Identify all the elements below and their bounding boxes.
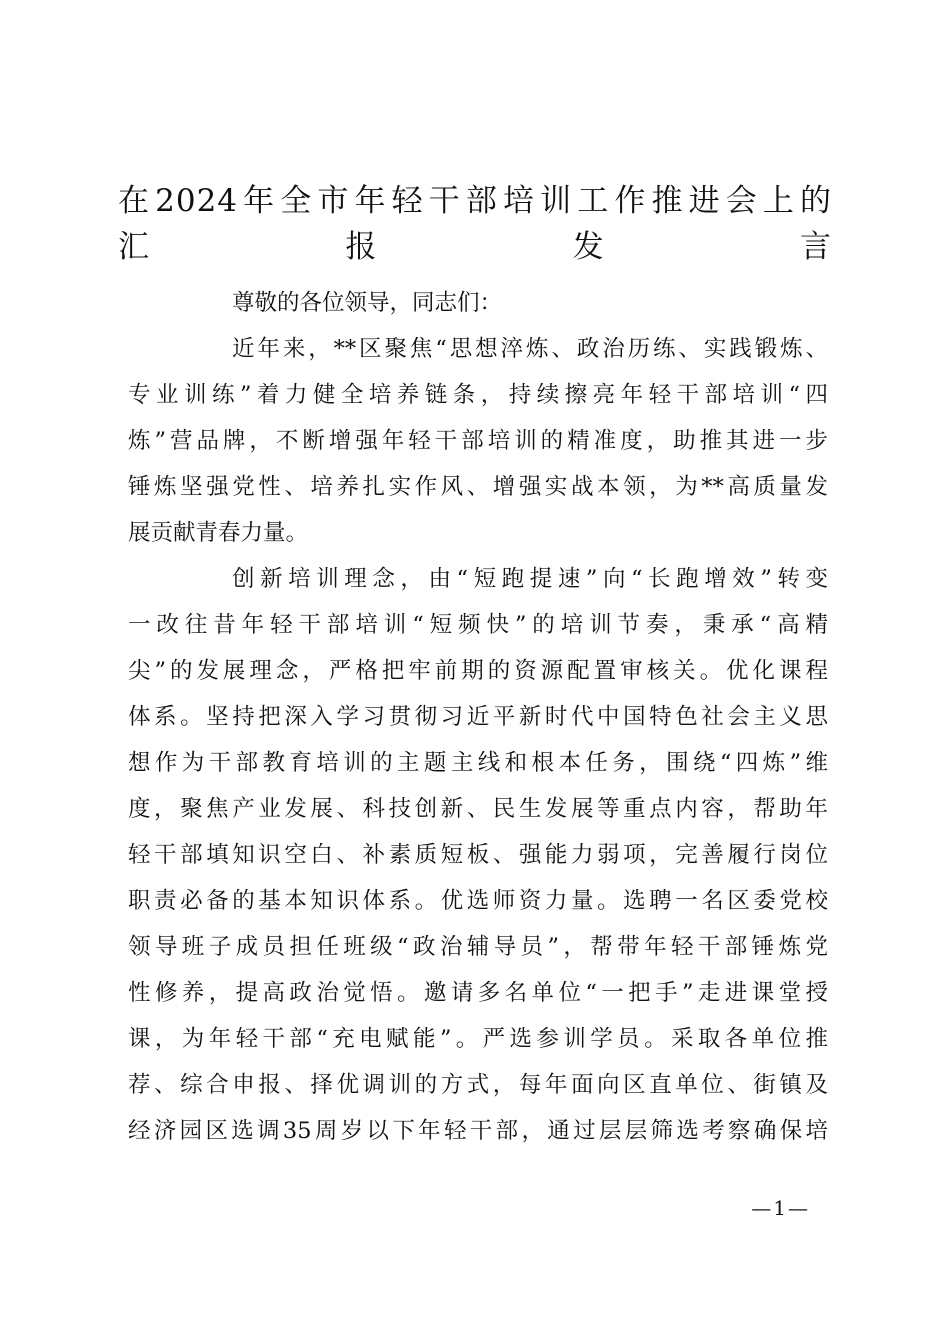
paragraph-line: 一改往昔年轻干部培训“短频快”的培训节奏，秉承“高精: [128, 612, 828, 638]
paragraph-line: 锤炼坚强党性、培养扎实作风、增强实战本领，为**高质量发: [128, 474, 828, 500]
paragraph-line: 领导班子成员担任班级“政治辅导员”，帮带年轻干部锤炼党: [128, 934, 828, 960]
paragraph-line: 荐、综合申报、择优调训的方式，每年面向区直单位、街镇及: [128, 1072, 828, 1098]
paragraph-intro: [128, 326, 828, 556]
document-title: [118, 176, 832, 268]
paragraph-line: 展贡献青春力量。: [128, 520, 309, 546]
greeting: 尊敬的各位领导，同志们：: [232, 290, 503, 316]
paragraph-line: 专业训练”着力健全培养链条，持续擦亮年轻干部培训“四: [128, 382, 828, 408]
paragraph-line: 经济园区选调35周岁以下年轻干部，通过层层筛选考察确保培: [128, 1118, 828, 1144]
paragraph-line: 课，为年轻干部“充电赋能”。严选参训学员。采取各单位推: [128, 1026, 828, 1052]
paragraph-line: 度，聚焦产业发展、科技创新、民生发展等重点内容，帮助年: [128, 796, 828, 822]
paragraph-line: 近年来，**区聚焦“思想淬炼、政治历练、实践锻炼、: [232, 336, 828, 362]
paragraph-line: 尖”的发展理念，严格把牢前期的资源配置审核关。优化课程: [128, 658, 828, 684]
title-line-2: 汇报发言: [118, 229, 832, 265]
paragraph-line: 性修养，提高政治觉悟。邀请多名单位“一把手”走进课堂授: [128, 980, 828, 1006]
paragraph-line: 创新培训理念，由“短跑提速”向“长跑增效”转变: [232, 566, 828, 592]
paragraph-line: 职责必备的基本知识体系。优选师资力量。选聘一名区委党校: [128, 888, 828, 914]
paragraph-line: 想作为干部教育培训的主题主线和根本任务，围绕“四炼”维: [128, 750, 828, 776]
paragraph-line: 体系。坚持把深入学习贯彻习近平新时代中国特色社会主义思: [128, 704, 828, 730]
paragraph-training-concept: [128, 556, 828, 1154]
document-body: [128, 280, 828, 1154]
title-line-1: 在2024年全市年轻干部培训工作推进会上的: [118, 183, 832, 219]
page-number: —1—: [751, 1196, 810, 1220]
paragraph-line: 炼”营品牌，不断增强年轻干部培训的精准度，助推其进一步: [128, 428, 828, 454]
paragraph-line: 轻干部填知识空白、补素质短板、强能力弱项，完善履行岗位: [128, 842, 828, 868]
